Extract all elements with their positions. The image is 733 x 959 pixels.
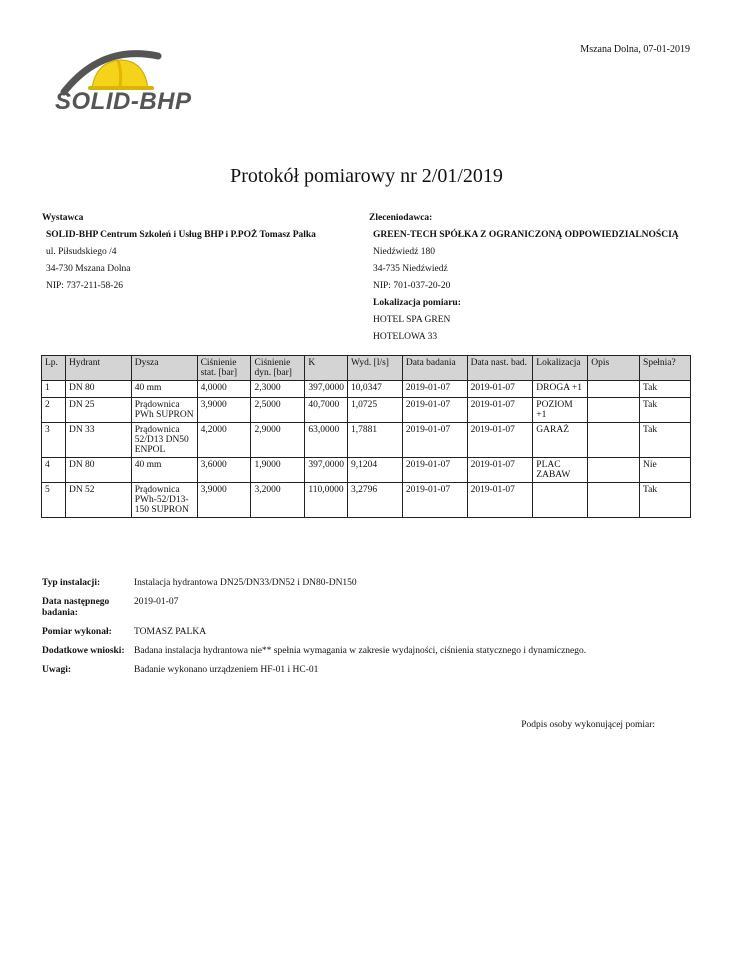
cell-compliant: Tak — [640, 398, 691, 423]
header-test-date: Data badania — [402, 356, 467, 381]
client-nip: NIP: 701-037-20-20 — [373, 281, 451, 291]
header-hydrant: Hydrant — [65, 356, 131, 381]
header-next-test-date: Data nast. bad. — [467, 356, 533, 381]
cell-next-test-date: 2019-01-07 — [467, 398, 533, 423]
header-compliant: Spełnia? — [640, 356, 691, 381]
cell-description — [588, 398, 640, 423]
issuer-nip: NIP: 737-211-58-26 — [46, 281, 123, 291]
detail-label: Dodatkowe wnioski: — [42, 646, 125, 656]
cell-hydrant: DN 80 — [65, 458, 131, 483]
header-flow: Wyd. [l/s] — [348, 356, 403, 381]
cell-k: 110,0000 — [305, 483, 348, 518]
measurement-table — [41, 355, 691, 518]
cell-test-date: 2019-01-07 — [402, 458, 467, 483]
cell-lp: 2 — [42, 398, 66, 423]
issuer-block — [42, 210, 316, 295]
detail-row — [42, 665, 586, 676]
cell-hydrant: DN 80 — [65, 381, 131, 398]
cell-description — [588, 483, 640, 518]
cell-compliant: Nie — [640, 458, 691, 483]
company-logo-text: SOLID-BHP — [55, 88, 192, 115]
cell-test-date: 2019-01-07 — [402, 483, 467, 518]
cell-compliant: Tak — [640, 483, 691, 518]
cell-flow: 1,7881 — [348, 423, 403, 458]
header-k: K — [305, 356, 348, 381]
cell-hydrant: DN 52 — [65, 483, 131, 518]
cell-hydrant: DN 25 — [65, 398, 131, 423]
issuer-street: ul. Piłsudskiego /4 — [46, 247, 117, 257]
cell-dynamic-pressure: 2,5000 — [251, 398, 305, 423]
cell-flow: 9,1204 — [348, 458, 403, 483]
table-row — [42, 483, 691, 518]
cell-lp: 5 — [42, 483, 66, 518]
location-line1: HOTEL SPA GREN — [373, 315, 451, 325]
cell-k: 63,0000 — [305, 423, 348, 458]
cell-location — [533, 483, 588, 518]
client-block — [369, 210, 679, 346]
cell-next-test-date: 2019-01-07 — [467, 483, 533, 518]
cell-next-test-date: 2019-01-07 — [467, 423, 533, 458]
cell-flow: 1,0725 — [348, 398, 403, 423]
cell-k: 40,7000 — [305, 398, 348, 423]
table-row — [42, 423, 691, 458]
place-and-date: Mszana Dolna, 07-01-2019 — [580, 44, 690, 55]
cell-description — [588, 458, 640, 483]
cell-dysza: Prądownica PWh-52/D13-150 SUPRON — [131, 483, 197, 518]
cell-dysza: 40 mm — [131, 458, 197, 483]
detail-label: Typ instalacji: — [42, 578, 101, 588]
location-label: Lokalizacja pomiaru: — [373, 298, 461, 308]
cell-dynamic-pressure: 3,2000 — [251, 483, 305, 518]
cell-flow: 3,2796 — [348, 483, 403, 518]
cell-dynamic-pressure: 2,9000 — [251, 423, 305, 458]
cell-dysza: Prądownica 52/D13 DN50 ENPOL — [131, 423, 197, 458]
cell-flow: 10,0347 — [348, 381, 403, 398]
cell-k: 397,0000 — [305, 458, 348, 483]
cell-location: GARAŻ — [533, 423, 588, 458]
detail-value: Instalacja hydrantowa DN25/DN33/DN52 i DN80-DN150 — [134, 578, 357, 588]
client-name: GREEN-TECH SPÓŁKA Z OGRANICZONĄ ODPOWIEDZIALNOŚCIĄ — [373, 230, 679, 240]
cell-dysza: 40 mm — [131, 381, 197, 398]
cell-static-pressure: 3,9000 — [197, 483, 251, 518]
detail-label: Data następnego badania: — [42, 597, 110, 618]
header-description: Opis — [588, 356, 640, 381]
cell-dysza: Prądownica PWh SUPRON — [131, 398, 197, 423]
client-street: Niedźwiedź 180 — [373, 247, 435, 257]
cell-static-pressure: 4,0000 — [197, 381, 251, 398]
cell-test-date: 2019-01-07 — [402, 398, 467, 423]
cell-lp: 1 — [42, 381, 66, 398]
cell-compliant: Tak — [640, 381, 691, 398]
header-dysza: Dysza — [131, 356, 197, 381]
table-row — [42, 458, 691, 483]
detail-value: Badanie wykonano urządzeniem HF-01 i HC-01 — [134, 665, 319, 675]
header-lp: Lp. — [42, 356, 66, 381]
header-location: Lokalizacja — [533, 356, 588, 381]
header-static-pressure: Ciśnienie stat. [bar] — [197, 356, 251, 381]
detail-row — [42, 597, 586, 619]
cell-test-date: 2019-01-07 — [402, 381, 467, 398]
cell-dynamic-pressure: 1,9000 — [251, 458, 305, 483]
cell-test-date: 2019-01-07 — [402, 423, 467, 458]
issuer-city: 34-730 Mszana Dolna — [46, 264, 131, 274]
cell-description — [588, 423, 640, 458]
cell-k: 397,0000 — [305, 381, 348, 398]
details-section — [42, 578, 586, 684]
cell-dynamic-pressure: 2,3000 — [251, 381, 305, 398]
issuer-name: SOLID-BHP Centrum Szkoleń i Usług BHP i P.POŻ Tomasz Palka — [46, 230, 316, 240]
detail-label: Pomiar wykonał: — [42, 627, 112, 637]
signature-label: Podpis osoby wykonującej pomiar: — [521, 720, 655, 730]
cell-next-test-date: 2019-01-07 — [467, 458, 533, 483]
cell-hydrant: DN 33 — [65, 423, 131, 458]
detail-value: 2019-01-07 — [134, 597, 179, 607]
detail-label: Uwagi: — [42, 665, 72, 675]
cell-static-pressure: 3,9000 — [197, 398, 251, 423]
table-row — [42, 398, 691, 423]
table-row — [42, 381, 691, 398]
cell-lp: 3 — [42, 423, 66, 458]
detail-row — [42, 627, 586, 638]
cell-compliant: Tak — [640, 423, 691, 458]
cell-static-pressure: 4,2000 — [197, 423, 251, 458]
header-dynamic-pressure: Ciśnienie dyn. [bar] — [251, 356, 305, 381]
cell-description — [588, 381, 640, 398]
client-city: 34-735 Niedźwiedź — [373, 264, 448, 274]
cell-lp: 4 — [42, 458, 66, 483]
location-line2: HOTELOWA 33 — [373, 332, 438, 342]
cell-location: DROGA +1 — [533, 381, 588, 398]
detail-value: TOMASZ PALKA — [134, 627, 207, 637]
cell-location: POZIOM +1 — [533, 398, 588, 423]
cell-static-pressure: 3,6000 — [197, 458, 251, 483]
document-title: Protokół pomiarowy nr 2/01/2019 — [230, 165, 503, 187]
table-header-row — [42, 356, 691, 381]
detail-value: Badana instalacja hydrantowa nie** spełnia wymagania w zakresie wydajności, ciśnienia statycznego i dynamicznego. — [134, 646, 587, 656]
cell-location: PLAC ZABAW — [533, 458, 588, 483]
cell-next-test-date: 2019-01-07 — [467, 381, 533, 398]
detail-row — [42, 578, 586, 589]
issuer-label: Wystawca — [42, 213, 84, 223]
detail-row — [42, 646, 586, 657]
client-label: Zleceniodawca: — [369, 213, 433, 223]
